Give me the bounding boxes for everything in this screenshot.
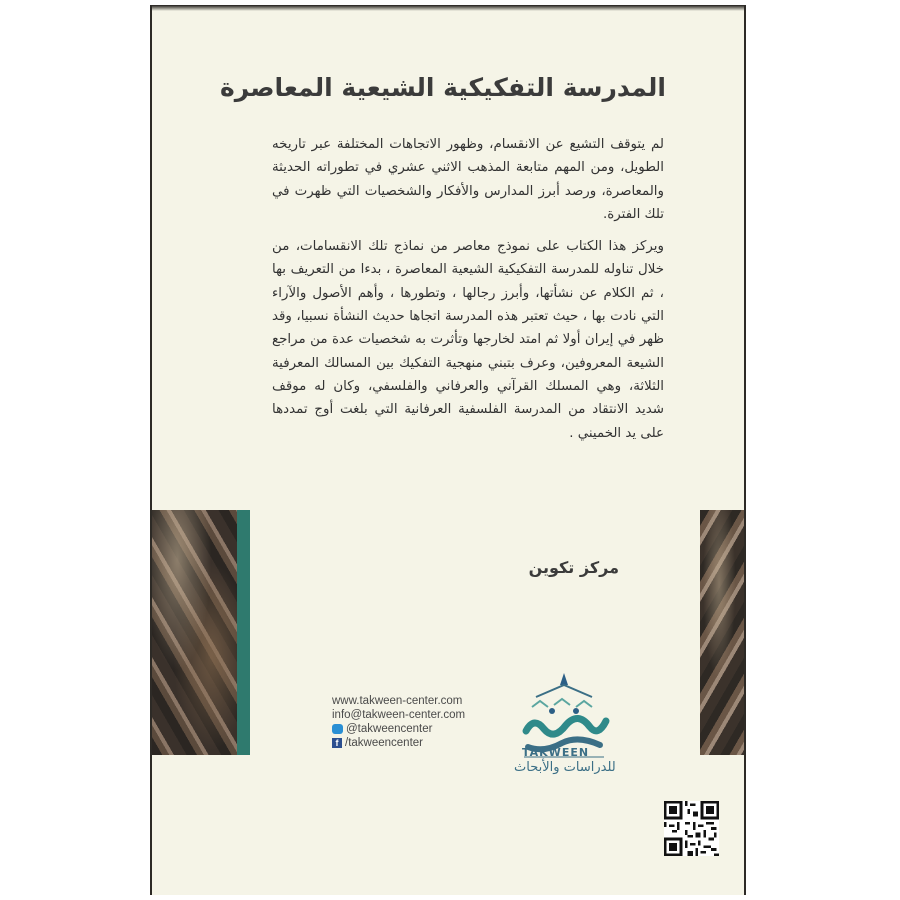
qr-code-icon xyxy=(664,801,719,856)
left-photo-strip xyxy=(152,510,237,755)
publisher-signature: مركز تكوين xyxy=(528,558,619,577)
email-text[interactable]: info@takween-center.com xyxy=(332,709,466,721)
twitter-link[interactable] xyxy=(332,722,465,736)
book-back-cover xyxy=(150,5,746,895)
website-link[interactable] xyxy=(332,694,465,708)
center-panel xyxy=(250,510,700,755)
facebook-handle[interactable]: /takweencenter xyxy=(345,737,423,749)
facebook-link[interactable] xyxy=(332,736,465,750)
book-title: المدرسة التفكيكية الشيعية المعاصرة xyxy=(220,73,666,102)
contact-block xyxy=(332,694,465,750)
logo-latin-text: TAKWEEN xyxy=(522,746,590,759)
logo-arabic-text: للدراسات والأبحاث xyxy=(514,760,616,775)
blurb xyxy=(272,133,664,454)
right-photo-strip xyxy=(700,510,746,755)
website-text[interactable]: www.takween-center.com xyxy=(332,695,463,707)
blurb-paragraph-1: لم يتوقف التشيع عن الانقسام، وظهور الاتجاهات المختلفة عبر تاريخه الطويل، ومن المهم متابعة المذهب الاثني عشري في تطوراته الحديثة والمعاصرة، ورصد أبرز المدارس والأفكار والشخصيات التي ظهرت في تلك الفترة. xyxy=(272,137,664,222)
twitter-icon xyxy=(332,724,343,734)
facebook-icon: f xyxy=(332,738,342,748)
email-link[interactable] xyxy=(332,708,465,722)
twitter-handle[interactable]: @takweencenter xyxy=(346,723,433,735)
accent-bar xyxy=(237,510,250,755)
blurb-paragraph-2: ويركز هذا الكتاب على نموذج معاصر من نماذج تلك الانقسامات، من خلال تناوله للمدرسة التفكيكية الشيعية المعاصرة ، بدءا من التعريف بها ، ثم الكلام عن نشأتها، وأبرز رجالها ، وتطورها ، وأهم الأصول والآراء التي نادت بها ، حيث تعتبر هذه المدرسة اتجاها حديث النشأة نسبيا، وقد ظهر في إيران أولا ثم امتد لخارجها وتأثرت به شخصيات عدة من مراجع الشيعة المعروفين، وعرف بتبني منهجية التفكيك بين المسالك المعرفية الثلاثة، وهي المسلك القرآني والعرفاني والفلسفي، وكان له موقف شديد الانتقاد من المدرسة الفلسفية العرفانية التي بلغت أوج تمددها على يد الخميني . xyxy=(272,239,664,441)
top-shadow xyxy=(152,5,744,11)
